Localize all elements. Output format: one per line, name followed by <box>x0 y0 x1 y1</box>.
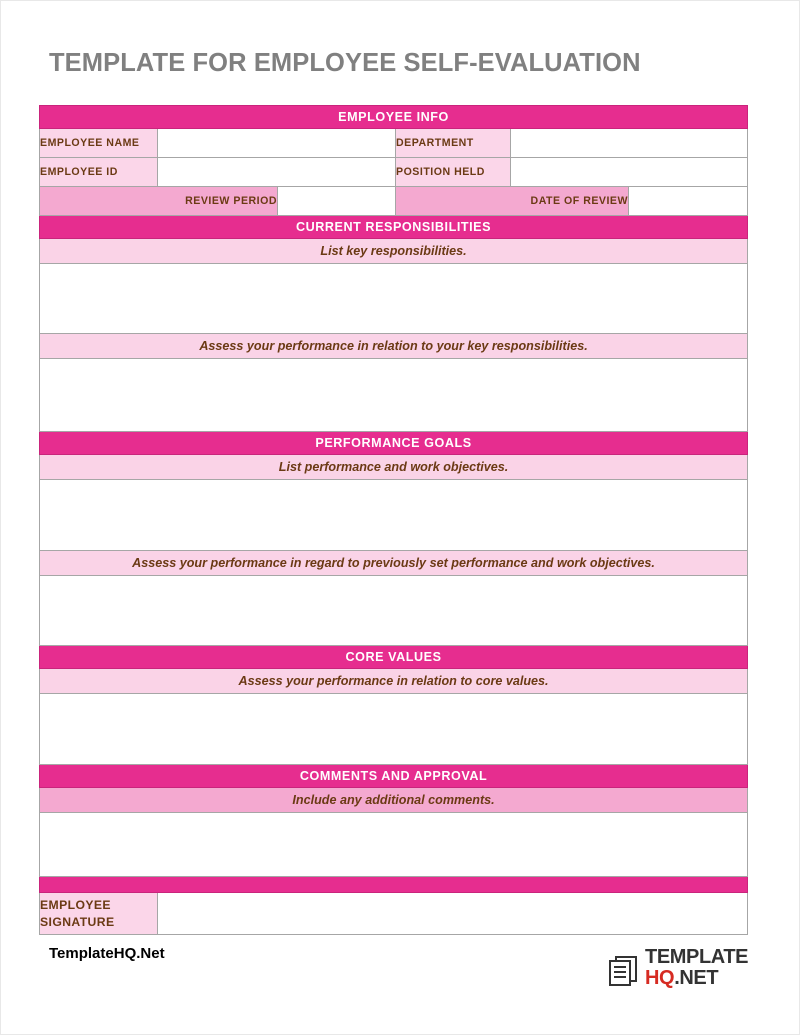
table-row <box>40 576 748 646</box>
table-row <box>40 264 748 334</box>
instruction-assess-core-values: Assess your performance in relation to core values. <box>40 669 748 694</box>
employee-name-label: EMPLOYEE NAME <box>40 129 158 158</box>
table-row <box>40 669 748 694</box>
employee-id-label: EMPLOYEE ID <box>40 158 158 187</box>
logo-text-hq: HQ <box>645 967 675 989</box>
table-row <box>40 158 748 187</box>
answer-list-key-responsibilities[interactable] <box>40 264 748 334</box>
table-row <box>40 334 748 359</box>
answer-additional-comments[interactable] <box>40 813 748 877</box>
page-title: TEMPLATE FOR EMPLOYEE SELF-EVALUATION <box>49 49 641 77</box>
department-label: DEPARTMENT <box>396 129 511 158</box>
answer-assess-key-responsibilities[interactable] <box>40 359 748 432</box>
answer-assess-performance-objectives[interactable] <box>40 576 748 646</box>
logo-text-template: TEMPLATE <box>645 946 749 968</box>
approval-divider-band <box>40 877 748 893</box>
logo-text-net: .NET <box>674 967 719 989</box>
table-row <box>40 480 748 551</box>
table-row <box>40 359 748 432</box>
employee-signature-input[interactable] <box>158 893 748 935</box>
employee-id-input[interactable] <box>158 158 396 187</box>
table-row <box>40 455 748 480</box>
table-row <box>40 239 748 264</box>
instruction-assess-key-responsibilities: Assess your performance in relation to your key responsibilities. <box>40 334 748 359</box>
instruction-list-performance-objectives: List performance and work objectives. <box>40 455 748 480</box>
employee-name-input[interactable] <box>158 129 396 158</box>
answer-assess-core-values[interactable] <box>40 694 748 765</box>
table-row <box>40 765 748 788</box>
document-stack-icon <box>607 950 643 986</box>
review-period-label: REVIEW PERIOD <box>40 187 278 216</box>
instruction-assess-performance-objectives: Assess your performance in regard to previously set performance and work objectives. <box>40 551 748 576</box>
table-row <box>40 216 748 239</box>
section-header-comments-and-approval: COMMENTS AND APPROVAL <box>40 765 748 788</box>
section-header-performance-goals: PERFORMANCE GOALS <box>40 432 748 455</box>
table-row <box>40 129 748 158</box>
table-row <box>40 813 748 877</box>
position-held-input[interactable] <box>511 158 748 187</box>
section-header-core-values: CORE VALUES <box>40 646 748 669</box>
review-period-input[interactable] <box>278 187 396 216</box>
templatehq-logo <box>607 947 749 989</box>
table-row <box>40 694 748 765</box>
self-evaluation-form <box>39 105 748 935</box>
section-header-current-responsibilities: CURRENT RESPONSIBILITIES <box>40 216 748 239</box>
table-row <box>40 877 748 893</box>
position-held-label: POSITION HELD <box>396 158 511 187</box>
instruction-additional-comments: Include any additional comments. <box>40 788 748 813</box>
table-row <box>40 106 748 129</box>
logo-wordmark <box>645 947 749 989</box>
table-row <box>40 432 748 455</box>
table-row <box>40 551 748 576</box>
table-row <box>40 646 748 669</box>
employee-signature-label: EMPLOYEE SIGNATURE <box>40 893 158 935</box>
footer-site-text: TemplateHQ.Net <box>49 945 165 962</box>
department-input[interactable] <box>511 129 748 158</box>
table-row <box>40 893 748 935</box>
answer-list-performance-objectives[interactable] <box>40 480 748 551</box>
table-row <box>40 788 748 813</box>
date-of-review-input[interactable] <box>629 187 748 216</box>
instruction-list-key-responsibilities: List key responsibilities. <box>40 239 748 264</box>
section-header-employee-info: EMPLOYEE INFO <box>40 106 748 129</box>
date-of-review-label: DATE OF REVIEW <box>396 187 629 216</box>
table-row <box>40 187 748 216</box>
logo-text-hq-net <box>645 968 749 989</box>
